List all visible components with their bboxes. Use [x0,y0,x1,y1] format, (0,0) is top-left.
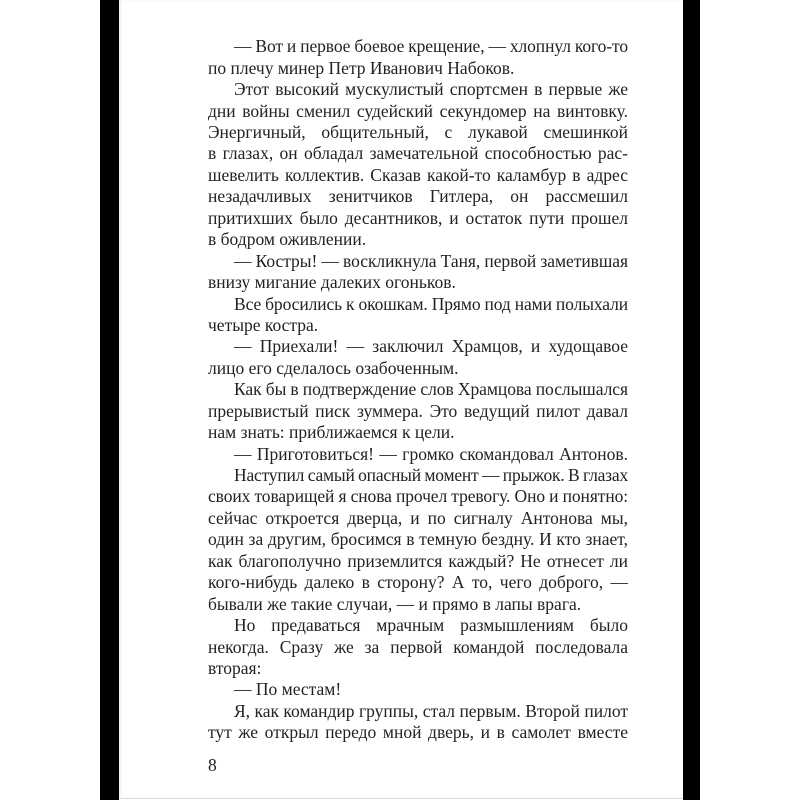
text-line: — Приехали! — заключил Храмцов, и худощавое [234,336,628,357]
text-line: в бодром оживлении. [208,229,367,250]
text-line: нам знать: приближаемся к цели. [208,422,455,443]
text-line: кого-нибудь далеко в сторону? А то, чего доброго, — [208,572,628,593]
text-line: Как бы в подтверждение слов Храмцова послышался [234,379,628,400]
text-line: прерывистый писк зуммера. Это ведущий пилот давал [208,400,628,421]
page-number: 8 [208,755,217,775]
text-line: Все бросились к окошкам. Прямо под нами полыхали [234,293,628,314]
text-line: некогда. Сразу же за первой командой последовала [208,636,628,657]
text-line: Этот высокий мускулистый спортсмен в первые же [234,79,628,100]
scan-border-left [100,0,119,800]
text-line: Энергичный, общительный, с лукавой смешинкой [208,122,628,143]
text-line: бывали же такие случаи, — и прямо в лапы врага. [208,593,582,614]
text-line: как благополучно приземлится каждый? Не отнесет ли [208,550,628,571]
text-line: дни войны сменил судейский секундомер на винтовку. [208,100,628,121]
text-line: — Вот и первое боевое крещение, — хлопнул кого-то [234,36,628,57]
book-page [119,0,683,799]
text-line: лицо его сделалось озабоченным. [208,357,459,378]
text-line: по плечу минер Петр Иванович Набоков. [208,57,515,78]
text-line: один за другим, бросимся в темную бездну. И кто знает, [208,529,628,550]
text-line: четыре костра. [208,314,319,335]
text-line: сейчас откроется дверца, и по сигналу Антонова мы, [208,507,628,528]
page-body-text [208,36,628,743]
text-line: внизу мигание далеких огоньков. [208,272,456,293]
text-line: незадачливых зенитчиков Гитлера, он рассмешил [208,186,628,207]
text-line: тут же открыл передо мной дверь, и в самолет вместе [208,722,628,743]
text-line: притихших было десантников, и остаток пути прошел [208,207,628,228]
text-line: Но предаваться мрачным размышлениям было [234,615,628,636]
text-line: Наступил самый опасный момент — прыжок. В глазах [234,465,628,486]
text-line: Я, как командир группы, стал первым. Второй пилот [234,700,628,721]
text-line: — Приготовиться! — громко скомандовал Антонов. [234,443,628,464]
text-line: вторая: [208,657,262,678]
text-line: своих товарищей я снова прочел тревогу. Оно и понятно: [208,486,628,507]
text-line: в глазах, он обладал замечательной способностью рас- [208,143,628,164]
scan-border-right [683,0,700,800]
text-line: шевелить коллектив. Сказав какой-то каламбур в адрес [208,164,628,185]
text-line: — По местам! [234,679,342,700]
text-line: — Костры! — воскликнула Таня, первой заметившая [234,250,628,271]
